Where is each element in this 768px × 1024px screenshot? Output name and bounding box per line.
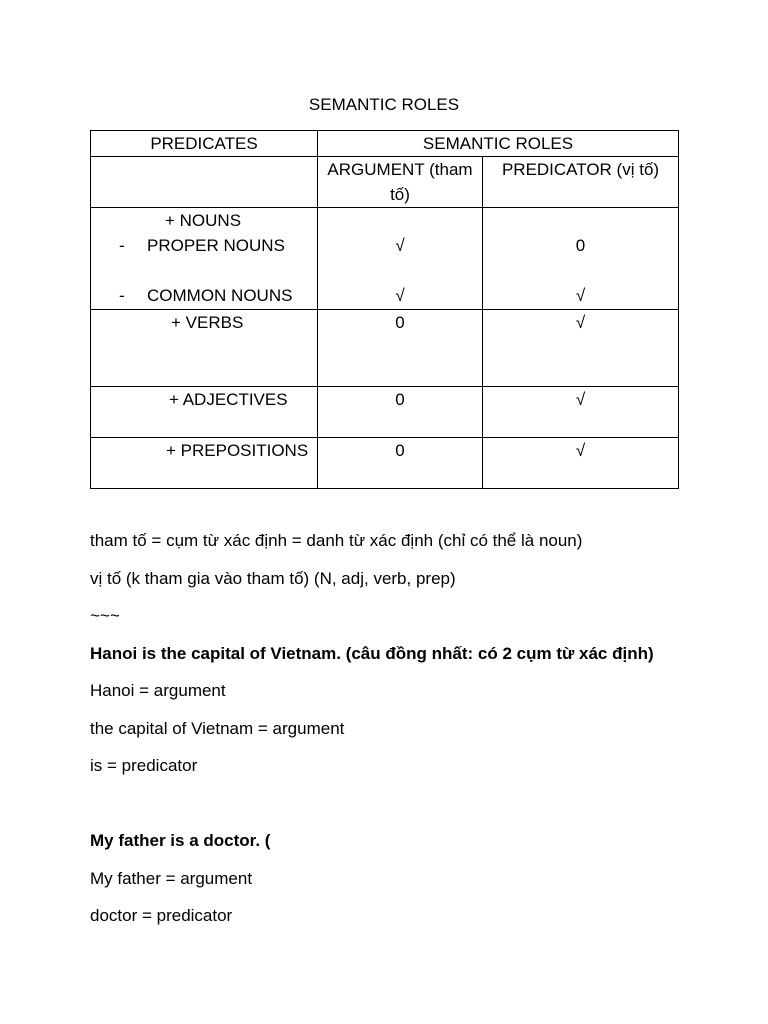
verbs-argument: 0	[318, 310, 483, 387]
bullet-dash: -	[119, 286, 125, 305]
predicates-header: PREDICATES	[91, 131, 318, 157]
nouns-predicator-cell	[483, 208, 679, 310]
table-header-row	[91, 131, 679, 157]
bullet-dash: -	[119, 236, 125, 255]
note-line: tham tố = cụm từ xác định = danh từ xác định (chỉ có thể là noun)	[90, 531, 583, 550]
proper-nouns-label: PROPER NOUNS	[147, 236, 285, 255]
adjectives-argument: 0	[318, 387, 483, 438]
proper-nouns-predicator: 0	[575, 236, 586, 255]
prepositions-cell	[91, 438, 318, 489]
predicator-header: PREDICATOR (vị tố)	[483, 157, 679, 208]
note-line: vị tố (k tham gia vào tham tố) (N, adj, verb, prep)	[90, 568, 456, 588]
example-sentence-1: Hanoi is the capital of Vietnam. (câu đồng nhất: có 2 cụm từ xác định)	[90, 643, 654, 663]
note-line: is = predicator	[90, 756, 198, 775]
adjectives-cell	[91, 387, 318, 438]
nouns-cell	[91, 208, 318, 310]
proper-nouns-argument: √	[395, 236, 405, 255]
note-line: doctor = predicator	[90, 906, 233, 925]
notes-section	[90, 528, 730, 941]
common-nouns-label: COMMON NOUNS	[147, 286, 293, 305]
common-nouns-argument: √	[395, 286, 405, 305]
prepositions-predicator: √	[483, 438, 679, 489]
document-title: SEMANTIC ROLES	[308, 95, 460, 114]
note-line: Hanoi = argument	[90, 681, 226, 700]
semantic-roles-table	[90, 130, 679, 489]
common-nouns-item	[91, 283, 317, 308]
verbs-label: + VERBS	[171, 313, 244, 332]
example-sentence-2: My father is a doctor. (	[90, 831, 271, 850]
empty-cell	[91, 157, 318, 208]
table-subheader-row	[91, 157, 679, 208]
common-nouns-predicator: √	[575, 286, 586, 305]
adjectives-predicator: √	[483, 387, 679, 438]
table-row-prepositions	[91, 438, 679, 489]
note-line: the capital of Vietnam = argument	[90, 718, 345, 738]
prepositions-label: + PREPOSITIONS	[166, 441, 309, 460]
argument-header: ARGUMENT (tham tố)	[318, 157, 483, 208]
nouns-argument-cell	[318, 208, 483, 310]
semantic-roles-header: SEMANTIC ROLES	[318, 131, 679, 157]
table-row-adjectives	[91, 387, 679, 438]
table-row-nouns	[91, 208, 679, 310]
separator-line: ~~~	[90, 606, 120, 625]
verbs-predicator: √	[483, 310, 679, 387]
note-line: My father = argument	[90, 868, 253, 888]
prepositions-argument: 0	[318, 438, 483, 489]
table-row-verbs	[91, 310, 679, 387]
nouns-label: + NOUNS	[165, 211, 242, 230]
proper-nouns-item	[91, 233, 317, 258]
adjectives-label: + ADJECTIVES	[169, 390, 288, 409]
verbs-cell	[91, 310, 318, 387]
